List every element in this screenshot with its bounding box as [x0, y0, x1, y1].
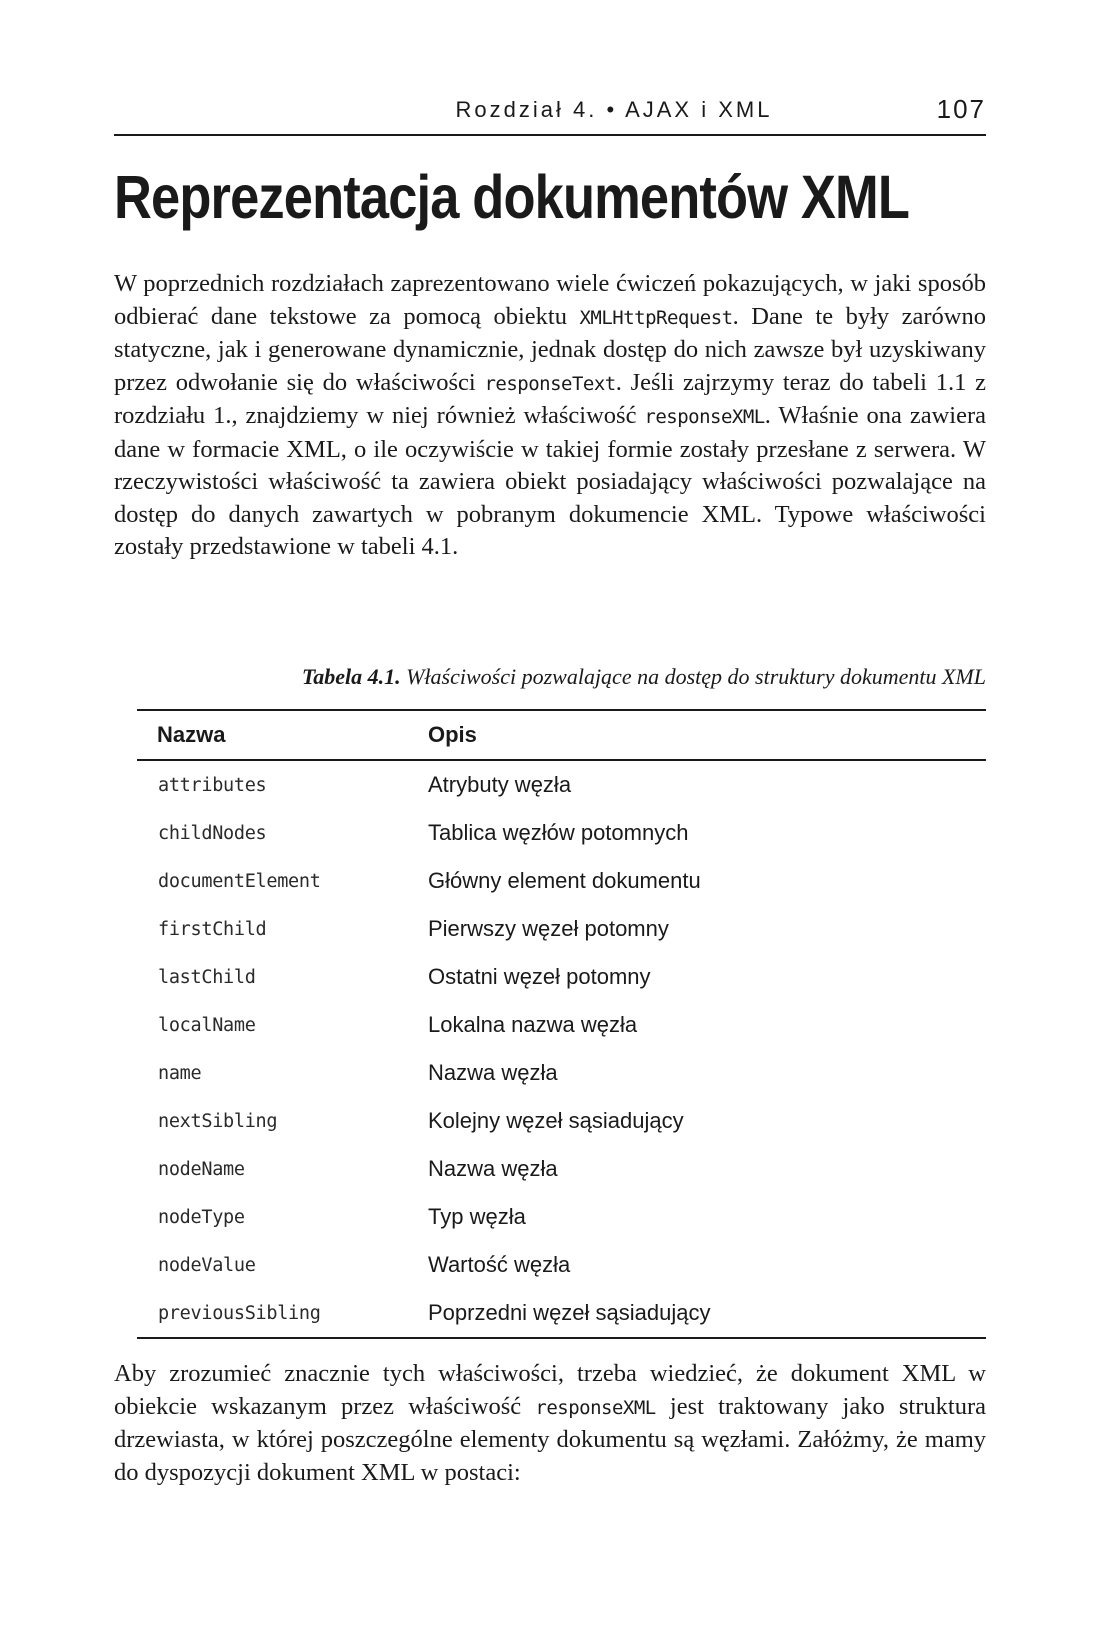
- property-description: Ostatni węzeł potomny: [428, 964, 651, 989]
- property-name: nextSibling: [158, 1110, 278, 1132]
- property-description: Główny element dokumentu: [428, 868, 701, 893]
- property-description: Nazwa węzła: [428, 1156, 558, 1181]
- property-name: lastChild: [158, 966, 256, 988]
- paragraph-text: jest traktowany jako struktura drzewiasta, w której poszczególne elementy dokumentu są węzłami. Załóżmy, że mamy do dyspozycji dokument XML w postaci:: [114, 1392, 986, 1486]
- table-row: [137, 857, 986, 905]
- paragraph-text: . Właśnie ona zawiera dane w formacie XML, o ile oczywiście w takiej formie zostały przesłane z serwera. W rzeczywistości właściwość ta zawiera obiekt posiadający właściwości pozwalające na dostęp do danych zawartych w pobranym dokumencie XML. Typowe właściwości zostały przedstawione w tabeli 4.1.: [114, 402, 987, 560]
- table-row: [137, 1097, 986, 1145]
- property-name: nodeValue: [158, 1254, 256, 1276]
- table-row: [137, 760, 986, 809]
- table-row: [137, 809, 986, 857]
- property-name: nodeName: [158, 1158, 245, 1180]
- property-name: childNodes: [158, 822, 267, 844]
- paragraph-text: W poprzednich rozdziałach zaprezentowano wiele ćwiczeń pokazujących, w jaki sposób odbierać dane tekstowe za pomocą obiektu: [114, 270, 986, 330]
- property-name: name: [158, 1062, 202, 1084]
- inline-code: responseXML: [535, 1396, 656, 1419]
- paragraph-text: . Jeśli zajrzymy teraz do tabeli 1.1 z rozdziału 1., znajdziemy w niej również właściwość: [114, 368, 986, 429]
- property-name: localName: [158, 1014, 256, 1036]
- property-description: Tablica węzłów potomnych: [428, 820, 689, 845]
- table-row: [137, 905, 986, 953]
- table-row: [137, 1001, 986, 1049]
- table-row: [137, 1145, 986, 1193]
- table-row: [137, 1049, 986, 1097]
- table-caption-text: Właściwości pozwalające na dostęp do struktury dokumentu XML: [406, 664, 986, 689]
- section-title: Reprezentacja dokumentów XML: [114, 163, 910, 231]
- intro-paragraph: [114, 268, 986, 564]
- inline-code: XMLHttpRequest: [579, 306, 733, 329]
- property-description: Atrybuty węzła: [428, 772, 572, 797]
- property-description: Kolejny węzeł sąsiadujący: [428, 1108, 684, 1133]
- property-description: Pierwszy węzeł potomny: [428, 916, 669, 941]
- table-caption: [114, 664, 986, 690]
- property-description: Poprzedni węzeł sąsiadujący: [421, 1289, 986, 1338]
- table-row: [137, 1289, 986, 1338]
- table-row: [137, 1193, 986, 1241]
- properties-table: [137, 709, 986, 1339]
- running-header: [114, 92, 986, 136]
- property-description: Wartość węzła: [428, 1252, 571, 1277]
- inline-code: responseText: [484, 372, 616, 395]
- property-name: attributes: [158, 774, 267, 796]
- column-header-name: Nazwa: [137, 710, 421, 760]
- paragraph-text: Aby zrozumieć znacznie tych właściwości, trzeba wiedzieć, że dokument XML w obiekcie wskazanym przez właściwość: [114, 1360, 986, 1420]
- property-name: previousSibling: [137, 1289, 421, 1338]
- table-header-row: [137, 710, 986, 760]
- paragraph-text: . Dane te były zarówno statyczne, jak i generowane dynamicznie, jednak dostęp do nich zawsze był uzyskiwany przez odwołanie się do właściwości: [114, 302, 987, 396]
- property-description: Nazwa węzła: [428, 1060, 558, 1085]
- table-row: [137, 953, 986, 1001]
- table-caption-label: Tabela 4.1.: [301, 664, 401, 689]
- property-name: nodeType: [158, 1206, 245, 1228]
- inline-code: responseXML: [644, 406, 765, 428]
- closing-paragraph: [114, 1358, 986, 1489]
- table-row: [137, 1241, 986, 1289]
- column-header-desc: Opis: [421, 710, 986, 760]
- property-name: firstChild: [158, 918, 267, 940]
- running-title: Rozdział 4. • AJAX i XML: [455, 97, 773, 122]
- page-number: 107: [936, 94, 986, 124]
- property-description: Typ węzła: [428, 1204, 526, 1229]
- property-name: documentElement: [158, 870, 321, 892]
- property-description: Lokalna nazwa węzła: [428, 1012, 638, 1037]
